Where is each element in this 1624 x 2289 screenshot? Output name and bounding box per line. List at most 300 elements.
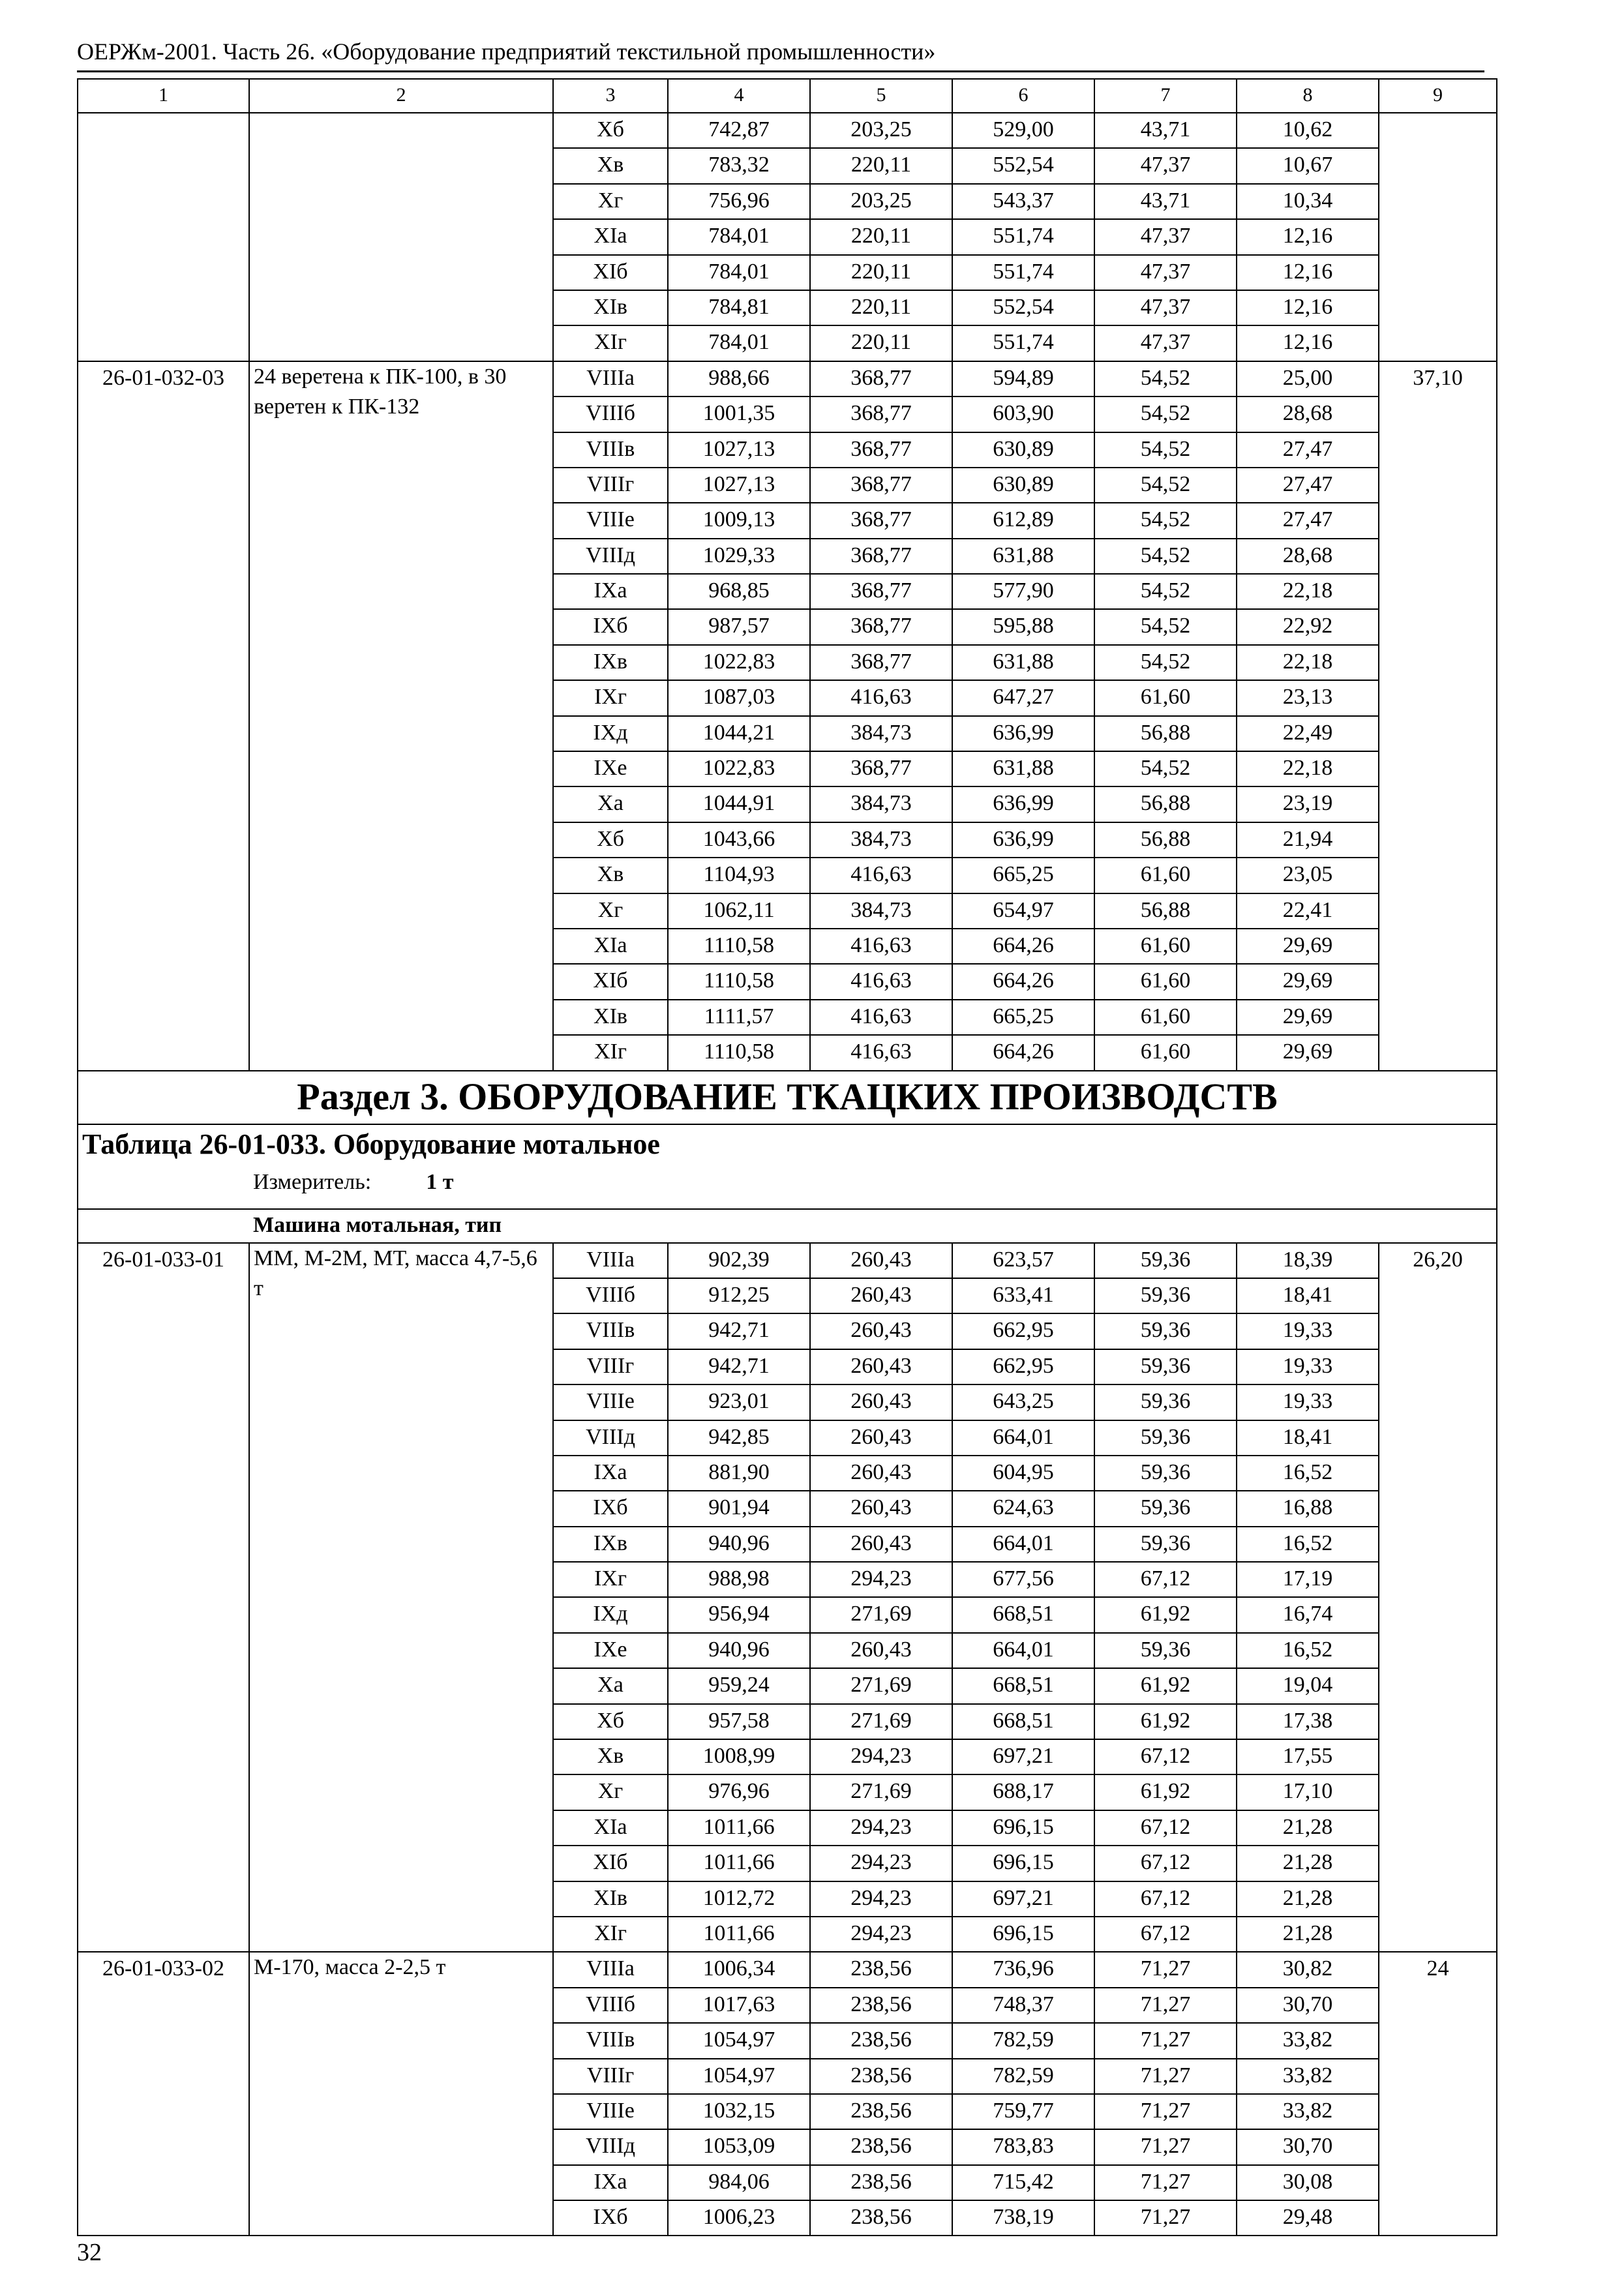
zone-cell: IXе xyxy=(553,751,668,786)
value-cell: 368,77 xyxy=(810,361,952,396)
rates-table xyxy=(77,78,1497,2236)
value-cell: 29,69 xyxy=(1237,1035,1379,1070)
value-cell: 1044,91 xyxy=(668,786,810,822)
value-cell: 384,73 xyxy=(810,716,952,751)
zone-cell: XIб xyxy=(553,1846,668,1881)
value-cell: 23,05 xyxy=(1237,858,1379,893)
value-cell: 238,56 xyxy=(810,2200,952,2236)
value-cell: 16,52 xyxy=(1237,1633,1379,1668)
section-title-row-cell: Раздел 3. ОБОРУДОВАНИЕ ТКАЦКИХ ПРОИЗВОДСТВ xyxy=(78,1071,1497,1124)
zone-cell: Xб xyxy=(553,113,668,148)
zone-cell: XIг xyxy=(553,325,668,361)
value-cell: 54,52 xyxy=(1094,751,1237,786)
value-cell: 61,60 xyxy=(1094,964,1237,999)
value-cell: 61,92 xyxy=(1094,1704,1237,1739)
value-cell: 56,88 xyxy=(1094,822,1237,858)
value-cell: 1027,13 xyxy=(668,468,810,503)
value-cell: 260,43 xyxy=(810,1349,952,1384)
value-cell: 67,12 xyxy=(1094,1562,1237,1597)
zone-cell: VIIIа xyxy=(553,1952,668,1987)
value-cell: 594,89 xyxy=(952,361,1094,396)
value-cell: 238,56 xyxy=(810,2023,952,2058)
value-cell: 552,54 xyxy=(952,290,1094,325)
value-cell: 47,37 xyxy=(1094,325,1237,361)
value-cell: 1022,83 xyxy=(668,645,810,680)
zone-cell: XIа xyxy=(553,929,668,964)
column-number: 4 xyxy=(668,79,810,113)
value-cell: 1054,97 xyxy=(668,2059,810,2094)
value-cell: 696,15 xyxy=(952,1810,1094,1846)
value-cell: 71,27 xyxy=(1094,2165,1237,2200)
zone-cell: Xв xyxy=(553,858,668,893)
value-cell: 1110,58 xyxy=(668,929,810,964)
mass-cell: 37,10 xyxy=(1379,361,1497,1071)
value-cell: 664,26 xyxy=(952,964,1094,999)
rate-code: 26-01-033-02 xyxy=(78,1952,249,2236)
value-cell: 16,52 xyxy=(1237,1456,1379,1491)
value-cell: 748,37 xyxy=(952,1988,1094,2023)
value-cell: 54,52 xyxy=(1094,503,1237,538)
value-cell: 662,95 xyxy=(952,1313,1094,1349)
table-row xyxy=(78,1952,1497,1987)
value-cell: 23,13 xyxy=(1237,680,1379,715)
value-cell: 368,77 xyxy=(810,609,952,644)
value-cell: 10,34 xyxy=(1237,184,1379,219)
zone-cell: IXа xyxy=(553,1456,668,1491)
zone-cell: XIг xyxy=(553,1035,668,1070)
mass-cell xyxy=(1379,113,1497,361)
value-cell: 783,83 xyxy=(952,2129,1094,2164)
zone-cell: VIIIв xyxy=(553,432,668,468)
zone-cell: VIIIе xyxy=(553,503,668,538)
value-cell: 782,59 xyxy=(952,2023,1094,2058)
value-cell: 203,25 xyxy=(810,113,952,148)
value-cell: 47,37 xyxy=(1094,255,1237,290)
zone-cell: XIа xyxy=(553,219,668,254)
value-cell: 416,63 xyxy=(810,929,952,964)
value-cell: 238,56 xyxy=(810,2059,952,2094)
value-cell: 1053,09 xyxy=(668,2129,810,2164)
value-cell: 1043,66 xyxy=(668,822,810,858)
value-cell: 976,96 xyxy=(668,1774,810,1810)
value-cell: 1011,66 xyxy=(668,1846,810,1881)
value-cell: 54,52 xyxy=(1094,468,1237,503)
value-cell: 552,54 xyxy=(952,148,1094,183)
zone-cell: Xб xyxy=(553,822,668,858)
value-cell: 368,77 xyxy=(810,645,952,680)
value-cell: 1029,33 xyxy=(668,539,810,574)
value-cell: 10,67 xyxy=(1237,148,1379,183)
value-cell: 59,36 xyxy=(1094,1456,1237,1491)
value-cell: 18,39 xyxy=(1237,1243,1379,1278)
table-title-row xyxy=(78,1124,1497,1209)
value-cell: 1062,11 xyxy=(668,893,810,929)
value-cell: 959,24 xyxy=(668,1668,810,1703)
zone-cell: VIIIе xyxy=(553,1384,668,1420)
value-cell: 12,16 xyxy=(1237,219,1379,254)
value-cell: 902,39 xyxy=(668,1243,810,1278)
value-cell: 294,23 xyxy=(810,1917,952,1952)
value-cell: 368,77 xyxy=(810,432,952,468)
value-cell: 21,28 xyxy=(1237,1917,1379,1952)
rate-description xyxy=(249,113,553,361)
value-cell: 67,12 xyxy=(1094,1810,1237,1846)
value-cell: 238,56 xyxy=(810,1952,952,1987)
value-cell: 784,01 xyxy=(668,255,810,290)
value-cell: 59,36 xyxy=(1094,1384,1237,1420)
zone-cell: VIIIа xyxy=(553,1243,668,1278)
value-cell: 220,11 xyxy=(810,219,952,254)
zone-cell: XIб xyxy=(553,964,668,999)
value-cell: 22,92 xyxy=(1237,609,1379,644)
value-cell: 630,89 xyxy=(952,432,1094,468)
value-cell: 784,01 xyxy=(668,219,810,254)
zone-cell: Xв xyxy=(553,1739,668,1774)
value-cell: 551,74 xyxy=(952,255,1094,290)
value-cell: 22,49 xyxy=(1237,716,1379,751)
value-cell: 33,82 xyxy=(1237,2023,1379,2058)
value-cell: 636,99 xyxy=(952,716,1094,751)
value-cell: 61,60 xyxy=(1094,858,1237,893)
value-cell: 238,56 xyxy=(810,1988,952,2023)
value-cell: 22,41 xyxy=(1237,893,1379,929)
value-cell: 942,71 xyxy=(668,1313,810,1349)
value-cell: 665,25 xyxy=(952,858,1094,893)
value-cell: 647,27 xyxy=(952,680,1094,715)
value-cell: 54,52 xyxy=(1094,361,1237,396)
value-cell: 384,73 xyxy=(810,786,952,822)
value-cell: 1011,66 xyxy=(668,1917,810,1952)
page-number: 32 xyxy=(77,2239,102,2266)
value-cell: 294,23 xyxy=(810,1881,952,1917)
value-cell: 956,94 xyxy=(668,1597,810,1632)
value-cell: 368,77 xyxy=(810,468,952,503)
value-cell: 59,36 xyxy=(1094,1313,1237,1349)
column-number-row xyxy=(78,79,1497,113)
value-cell: 12,16 xyxy=(1237,255,1379,290)
value-cell: 43,71 xyxy=(1094,184,1237,219)
value-cell: 71,27 xyxy=(1094,2023,1237,2058)
value-cell: 238,56 xyxy=(810,2129,952,2164)
value-cell: 54,52 xyxy=(1094,609,1237,644)
value-cell: 59,36 xyxy=(1094,1278,1237,1313)
zone-cell: Xа xyxy=(553,786,668,822)
value-cell: 988,98 xyxy=(668,1562,810,1597)
value-cell: 16,88 xyxy=(1237,1491,1379,1526)
zone-cell: Xг xyxy=(553,1774,668,1810)
zone-cell: XIв xyxy=(553,1881,668,1917)
value-cell: 271,69 xyxy=(810,1597,952,1632)
rate-code: 26-01-032-03 xyxy=(78,361,249,1071)
value-cell: 59,36 xyxy=(1094,1349,1237,1384)
value-cell: 21,28 xyxy=(1237,1810,1379,1846)
value-cell: 595,88 xyxy=(952,609,1094,644)
table-row xyxy=(78,1243,1497,1278)
zone-cell: Xв xyxy=(553,148,668,183)
value-cell: 664,01 xyxy=(952,1527,1094,1562)
value-cell: 668,51 xyxy=(952,1668,1094,1703)
value-cell: 260,43 xyxy=(810,1527,952,1562)
column-number: 6 xyxy=(952,79,1094,113)
zone-cell: VIIIе xyxy=(553,2094,668,2129)
column-number: 9 xyxy=(1379,79,1497,113)
value-cell: 988,66 xyxy=(668,361,810,396)
value-cell: 368,77 xyxy=(810,396,952,432)
value-cell: 21,94 xyxy=(1237,822,1379,858)
value-cell: 56,88 xyxy=(1094,716,1237,751)
value-cell: 43,71 xyxy=(1094,113,1237,148)
value-cell: 612,89 xyxy=(952,503,1094,538)
zone-cell: VIIIв xyxy=(553,2023,668,2058)
value-cell: 12,16 xyxy=(1237,325,1379,361)
value-cell: 623,57 xyxy=(952,1243,1094,1278)
zone-cell: IXа xyxy=(553,574,668,609)
value-cell: 59,36 xyxy=(1094,1243,1237,1278)
value-cell: 294,23 xyxy=(810,1846,952,1881)
value-cell: 1001,35 xyxy=(668,396,810,432)
value-cell: 29,69 xyxy=(1237,964,1379,999)
value-cell: 19,33 xyxy=(1237,1384,1379,1420)
zone-cell: IXб xyxy=(553,1491,668,1526)
zone-cell: IXв xyxy=(553,645,668,680)
value-cell: 940,96 xyxy=(668,1633,810,1668)
value-cell: 30,70 xyxy=(1237,1988,1379,2023)
value-cell: 29,48 xyxy=(1237,2200,1379,2236)
column-number: 1 xyxy=(78,79,249,113)
value-cell: 636,99 xyxy=(952,786,1094,822)
value-cell: 33,82 xyxy=(1237,2059,1379,2094)
table-body xyxy=(78,79,1497,2236)
value-cell: 368,77 xyxy=(810,574,952,609)
zone-cell: IXг xyxy=(553,680,668,715)
value-cell: 67,12 xyxy=(1094,1881,1237,1917)
measurer-label: Измеритель: xyxy=(253,1169,372,1194)
value-cell: 783,32 xyxy=(668,148,810,183)
value-cell: 1087,03 xyxy=(668,680,810,715)
rate-description: ММ, М-2М, МТ, масса 4,7-5,6 т xyxy=(249,1243,553,1952)
rate-description: М-170, масса 2-2,5 т xyxy=(249,1952,553,2236)
value-cell: 61,92 xyxy=(1094,1597,1237,1632)
value-cell: 59,36 xyxy=(1094,1420,1237,1456)
value-cell: 220,11 xyxy=(810,290,952,325)
value-cell: 664,01 xyxy=(952,1420,1094,1456)
value-cell: 238,56 xyxy=(810,2165,952,2200)
value-cell: 220,11 xyxy=(810,148,952,183)
value-cell: 67,12 xyxy=(1094,1739,1237,1774)
value-cell: 742,87 xyxy=(668,113,810,148)
value-cell: 25,00 xyxy=(1237,361,1379,396)
value-cell: 697,21 xyxy=(952,1881,1094,1917)
column-number: 3 xyxy=(553,79,668,113)
value-cell: 220,11 xyxy=(810,325,952,361)
zone-cell: VIIIд xyxy=(553,1420,668,1456)
zone-cell: XIв xyxy=(553,290,668,325)
value-cell: 664,26 xyxy=(952,1035,1094,1070)
column-number: 8 xyxy=(1237,79,1379,113)
value-cell: 71,27 xyxy=(1094,1952,1237,1987)
value-cell: 59,36 xyxy=(1094,1633,1237,1668)
value-cell: 17,38 xyxy=(1237,1704,1379,1739)
value-cell: 668,51 xyxy=(952,1597,1094,1632)
value-cell: 624,63 xyxy=(952,1491,1094,1526)
value-cell: 696,15 xyxy=(952,1917,1094,1952)
value-cell: 736,96 xyxy=(952,1952,1094,1987)
value-cell: 71,27 xyxy=(1094,2200,1237,2236)
value-cell: 912,25 xyxy=(668,1278,810,1313)
value-cell: 238,56 xyxy=(810,2094,952,2129)
zone-cell: VIIIг xyxy=(553,468,668,503)
value-cell: 631,88 xyxy=(952,645,1094,680)
value-cell: 17,10 xyxy=(1237,1774,1379,1810)
rate-code xyxy=(78,113,249,361)
value-cell: 30,70 xyxy=(1237,2129,1379,2164)
value-cell: 203,25 xyxy=(810,184,952,219)
section-title-row xyxy=(78,1071,1497,1124)
value-cell: 677,56 xyxy=(952,1562,1094,1597)
value-cell: 1017,63 xyxy=(668,1988,810,2023)
value-cell: 881,90 xyxy=(668,1456,810,1491)
zone-cell: VIIIа xyxy=(553,361,668,396)
measurer xyxy=(253,1168,1492,1197)
value-cell: 56,88 xyxy=(1094,786,1237,822)
value-cell: 67,12 xyxy=(1094,1846,1237,1881)
zone-cell: VIIIд xyxy=(553,539,668,574)
value-cell: 54,52 xyxy=(1094,396,1237,432)
value-cell: 260,43 xyxy=(810,1420,952,1456)
value-cell: 18,41 xyxy=(1237,1278,1379,1313)
value-cell: 384,73 xyxy=(810,893,952,929)
value-cell: 1104,93 xyxy=(668,858,810,893)
mass-cell: 24 xyxy=(1379,1952,1497,2236)
value-cell: 19,04 xyxy=(1237,1668,1379,1703)
value-cell: 543,37 xyxy=(952,184,1094,219)
value-cell: 67,12 xyxy=(1094,1917,1237,1952)
zone-cell: Xг xyxy=(553,893,668,929)
zone-cell: XIг xyxy=(553,1917,668,1952)
value-cell: 368,77 xyxy=(810,503,952,538)
value-cell: 22,18 xyxy=(1237,751,1379,786)
value-cell: 665,25 xyxy=(952,1000,1094,1035)
column-number: 7 xyxy=(1094,79,1237,113)
page-header: ОЕРЖм-2001. Часть 26. «Оборудование предприятий текстильной промышленности» xyxy=(77,38,936,65)
table-row xyxy=(78,361,1497,396)
value-cell: 664,01 xyxy=(952,1633,1094,1668)
value-cell: 942,71 xyxy=(668,1349,810,1384)
value-cell: 631,88 xyxy=(952,751,1094,786)
value-cell: 668,51 xyxy=(952,1704,1094,1739)
zone-cell: XIб xyxy=(553,255,668,290)
value-cell: 271,69 xyxy=(810,1704,952,1739)
zone-cell: VIIIб xyxy=(553,396,668,432)
value-cell: 47,37 xyxy=(1094,219,1237,254)
value-cell: 61,60 xyxy=(1094,1035,1237,1070)
value-cell: 294,23 xyxy=(810,1810,952,1846)
value-cell: 697,21 xyxy=(952,1739,1094,1774)
value-cell: 29,69 xyxy=(1237,1000,1379,1035)
column-number: 5 xyxy=(810,79,952,113)
value-cell: 1006,23 xyxy=(668,2200,810,2236)
value-cell: 61,92 xyxy=(1094,1668,1237,1703)
value-cell: 54,52 xyxy=(1094,574,1237,609)
value-cell: 688,17 xyxy=(952,1774,1094,1810)
subheading-row xyxy=(78,1209,1497,1243)
value-cell: 61,92 xyxy=(1094,1774,1237,1810)
header-rule xyxy=(77,70,1484,72)
value-cell: 715,42 xyxy=(952,2165,1094,2200)
value-cell: 1110,58 xyxy=(668,964,810,999)
value-cell: 47,37 xyxy=(1094,148,1237,183)
value-cell: 16,52 xyxy=(1237,1527,1379,1562)
value-cell: 957,58 xyxy=(668,1704,810,1739)
value-cell: 384,73 xyxy=(810,822,952,858)
value-cell: 1111,57 xyxy=(668,1000,810,1035)
value-cell: 28,68 xyxy=(1237,539,1379,574)
zone-cell: IXб xyxy=(553,2200,668,2236)
value-cell: 551,74 xyxy=(952,325,1094,361)
zone-cell: XIа xyxy=(553,1810,668,1846)
value-cell: 633,41 xyxy=(952,1278,1094,1313)
value-cell: 416,63 xyxy=(810,1000,952,1035)
value-cell: 23,19 xyxy=(1237,786,1379,822)
value-cell: 1110,58 xyxy=(668,1035,810,1070)
value-cell: 1027,13 xyxy=(668,432,810,468)
value-cell: 940,96 xyxy=(668,1527,810,1562)
value-cell: 71,27 xyxy=(1094,2059,1237,2094)
value-cell: 61,60 xyxy=(1094,680,1237,715)
value-cell: 56,88 xyxy=(1094,893,1237,929)
value-cell: 71,27 xyxy=(1094,1988,1237,2023)
value-cell: 27,47 xyxy=(1237,432,1379,468)
value-cell: 47,37 xyxy=(1094,290,1237,325)
value-cell: 71,27 xyxy=(1094,2129,1237,2164)
value-cell: 416,63 xyxy=(810,680,952,715)
zone-cell: Xг xyxy=(553,184,668,219)
zone-cell: VIIIб xyxy=(553,1278,668,1313)
value-cell: 738,19 xyxy=(952,2200,1094,2236)
column-number: 2 xyxy=(249,79,553,113)
subheading: Машина мотальная, тип xyxy=(253,1212,502,1237)
zone-cell: VIIIг xyxy=(553,2059,668,2094)
value-cell: 18,41 xyxy=(1237,1420,1379,1456)
value-cell: 61,60 xyxy=(1094,1000,1237,1035)
value-cell: 416,63 xyxy=(810,1035,952,1070)
value-cell: 368,77 xyxy=(810,539,952,574)
value-cell: 987,57 xyxy=(668,609,810,644)
zone-cell: IXе xyxy=(553,1633,668,1668)
zone-cell: VIIIб xyxy=(553,1988,668,2023)
zone-cell: VIIIв xyxy=(553,1313,668,1349)
value-cell: 1022,83 xyxy=(668,751,810,786)
value-cell: 759,77 xyxy=(952,2094,1094,2129)
value-cell: 368,77 xyxy=(810,751,952,786)
value-cell: 1011,66 xyxy=(668,1810,810,1846)
value-cell: 19,33 xyxy=(1237,1313,1379,1349)
value-cell: 782,59 xyxy=(952,2059,1094,2094)
value-cell: 59,36 xyxy=(1094,1491,1237,1526)
value-cell: 968,85 xyxy=(668,574,810,609)
value-cell: 696,15 xyxy=(952,1846,1094,1881)
value-cell: 19,33 xyxy=(1237,1349,1379,1384)
value-cell: 21,28 xyxy=(1237,1846,1379,1881)
value-cell: 416,63 xyxy=(810,858,952,893)
value-cell: 529,00 xyxy=(952,113,1094,148)
value-cell: 30,82 xyxy=(1237,1952,1379,1987)
value-cell: 784,81 xyxy=(668,290,810,325)
zone-cell: VIIIд xyxy=(553,2129,668,2164)
zone-cell: IXд xyxy=(553,716,668,751)
value-cell: 260,43 xyxy=(810,1278,952,1313)
measurer-value: 1 т xyxy=(426,1169,454,1194)
